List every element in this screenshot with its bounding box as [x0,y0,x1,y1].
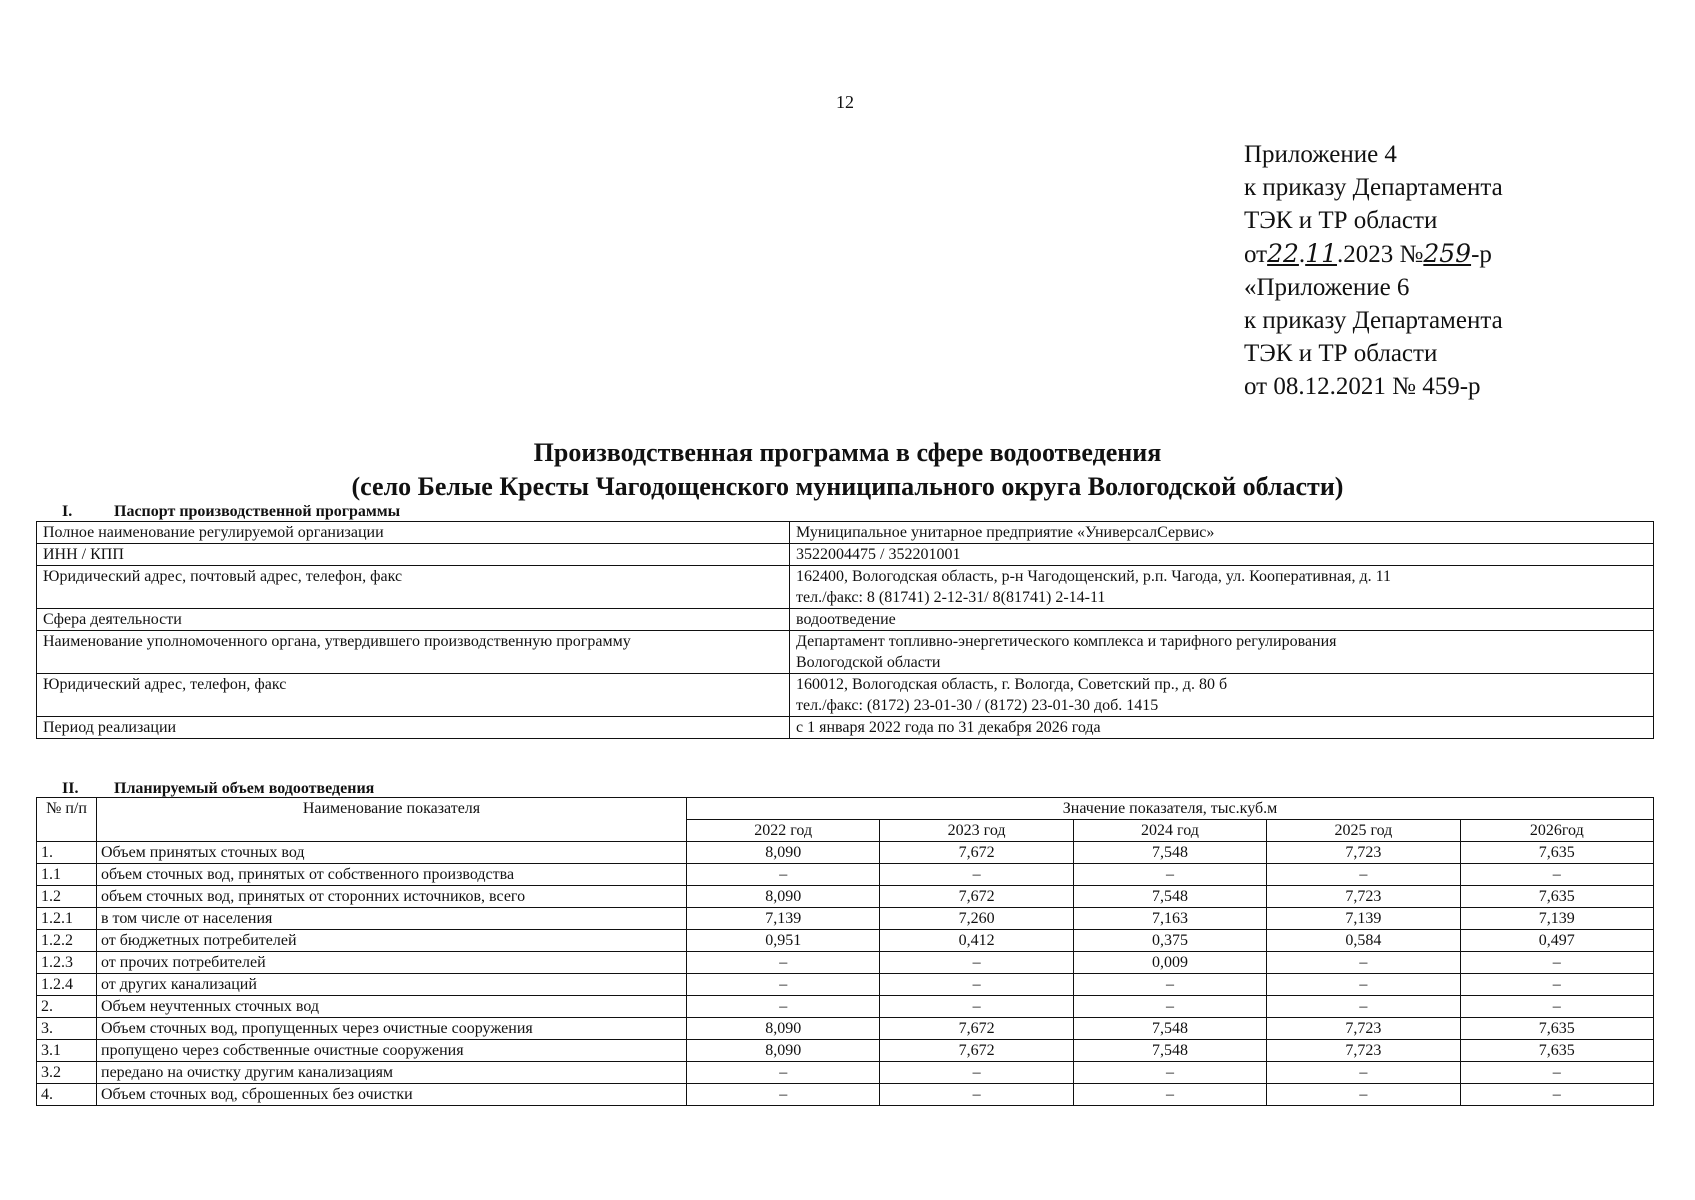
passport-value-line: 160012, Вологодская область, г. Вологда, Советский пр., д. 80 б [796,676,1228,693]
header-name: Наименование показателя [97,798,687,842]
row-name: объем сточных вод, принятых от собственного производства [97,864,687,886]
passport-row [37,544,1654,566]
row-number: 1.2.4 [37,974,97,996]
row-number: 1. [37,842,97,864]
table-row [37,930,1654,952]
row-value: – [880,1062,1073,1084]
passport-value-line: с 1 января 2022 года по 31 декабря 2026 года [796,719,1101,736]
passport-value-line: Муниципальное унитарное предприятие «УниверсалСервис» [796,524,1215,541]
row-value: 7,163 [1073,908,1266,930]
row-name: Объем неучтенных сточных вод [97,996,687,1018]
row-number: 3.2 [37,1062,97,1084]
table-row [37,1084,1654,1106]
row-value: – [1073,1084,1266,1106]
row-value: – [880,974,1073,996]
document-subtitle: (село Белые Кресты Чагодощенского муниципального округа Вологодской области) [351,472,1344,501]
section-number: I. [62,503,73,520]
row-name: передано на очистку другим канализациям [97,1062,687,1084]
row-name: пропущено через собственные очистные сооружения [97,1040,687,1062]
passport-value [790,631,1654,674]
row-value: 8,090 [687,1040,880,1062]
row-number: 2. [37,996,97,1018]
row-value: – [1460,952,1653,974]
row-value: – [880,952,1073,974]
row-value: – [687,996,880,1018]
passport-value-line: Вологодской области [796,654,941,671]
row-value: – [1267,996,1460,1018]
date-suffix: -р [1471,241,1492,268]
row-value: 7,672 [880,842,1073,864]
row-value: – [1073,974,1266,996]
header-year: 2026год [1460,820,1653,842]
row-value: 0,584 [1267,930,1460,952]
header-year: 2022 год [687,820,880,842]
row-value: 7,139 [687,908,880,930]
passport-value-line: тел./факс: 8 (81741) 2-12-31/ 8(81741) 2-14-11 [796,589,1106,606]
header-year: 2025 год [1267,820,1460,842]
date-sep: . [1298,241,1306,268]
row-value: – [687,952,880,974]
row-value: 7,723 [1267,1040,1460,1062]
row-name: от прочих потребителей [97,952,687,974]
table-row [37,1040,1654,1062]
passport-key: ИНН / КПП [37,544,790,566]
appendix-line: ТЭК и ТР области [1244,340,1438,367]
row-value: 7,548 [1073,1040,1266,1062]
row-value: 7,635 [1460,1040,1653,1062]
row-value: – [687,974,880,996]
passport-row [37,522,1654,544]
section-number: II. [62,780,79,797]
row-value: 7,672 [880,1040,1073,1062]
row-value: 0,497 [1460,930,1653,952]
row-value: – [1267,864,1460,886]
row-number: 1.2.1 [37,908,97,930]
appendix-line: ТЭК и ТР области [1244,207,1438,234]
table-row [37,996,1654,1018]
header-year: 2023 год [880,820,1073,842]
table-row [37,952,1654,974]
row-number: 1.2.3 [37,952,97,974]
row-value: – [880,864,1073,886]
section-title: Планируемый объем водоотведения [114,780,375,797]
row-name: от других канализаций [97,974,687,996]
passport-value [790,674,1654,717]
passport-value [790,522,1654,544]
row-number: 4. [37,1084,97,1106]
row-value: – [1460,1062,1653,1084]
row-value: 8,090 [687,1018,880,1040]
appendix-block [1244,138,1503,403]
row-value: – [1267,952,1460,974]
row-value: 7,139 [1460,908,1653,930]
passport-key: Полное наименование регулируемой организации [37,522,790,544]
row-value: – [1073,996,1266,1018]
row-name: в том числе от населения [97,908,687,930]
row-value: – [1267,1062,1460,1084]
passport-value [790,717,1654,739]
row-value: 8,090 [687,886,880,908]
table-row [37,886,1654,908]
passport-value [790,566,1654,609]
row-value: 8,090 [687,842,880,864]
row-value: 0,412 [880,930,1073,952]
passport-row [37,717,1654,739]
row-number: 3.1 [37,1040,97,1062]
row-value: 7,548 [1073,886,1266,908]
table-row [37,1018,1654,1040]
passport-value-line: 162400, Вологодская область, р-н Чагодощенский, р.п. Чагода, ул. Кооперативная, д. 11 [796,568,1392,585]
row-value: 7,723 [1267,886,1460,908]
row-value: 7,635 [1460,886,1653,908]
section-heading-volume [62,780,374,798]
volume-table [36,797,1654,1106]
row-value: 0,009 [1073,952,1266,974]
table-row [37,908,1654,930]
row-number: 1.2.2 [37,930,97,952]
date-year: .2023 № [1336,241,1424,268]
row-value: – [1460,974,1653,996]
row-number: 3. [37,1018,97,1040]
date-prefix: от [1244,241,1268,268]
passport-key: Период реализации [37,717,790,739]
table-row [37,864,1654,886]
row-value: – [880,1084,1073,1106]
row-value: – [687,1062,880,1084]
row-value: – [1073,864,1266,886]
passport-value [790,609,1654,631]
passport-row [37,631,1654,674]
row-value: 7,260 [880,908,1073,930]
table-row [37,842,1654,864]
row-value: 7,723 [1267,842,1460,864]
page-number: 12 [836,92,854,112]
header-year: 2024 год [1073,820,1266,842]
header-num: № п/п [37,798,97,842]
row-value: – [1460,864,1653,886]
row-value: 0,951 [687,930,880,952]
passport-row [37,674,1654,717]
handwritten-day: 22 [1267,239,1299,268]
row-name: объем сточных вод, принятых от сторонних источников, всего [97,886,687,908]
row-value: 7,723 [1267,1018,1460,1040]
row-value: – [1267,1084,1460,1106]
document-title: Производственная программа в сфере водоотведения [533,438,1162,467]
section-heading-passport [62,503,400,521]
passport-value [790,544,1654,566]
row-value: – [687,1084,880,1106]
row-value: 7,635 [1460,1018,1653,1040]
passport-key: Наименование уполномоченного органа, утвердившего производственную программу [37,631,790,674]
passport-row [37,609,1654,631]
row-value: 7,672 [880,886,1073,908]
handwritten-number: 259 [1423,239,1472,268]
row-value: 7,635 [1460,842,1653,864]
row-value: – [1460,1084,1653,1106]
appendix-line: Приложение 4 [1244,141,1397,168]
row-name: Объем сточных вод, сброшенных без очистки [97,1084,687,1106]
passport-value-line: тел./факс: (8172) 23-01-30 / (8172) 23-01-30 доб. 1415 [796,697,1159,714]
header-value-group: Значение показателя, тыс.куб.м [687,798,1654,820]
table-row [37,1062,1654,1084]
row-name: Объем принятых сточных вод [97,842,687,864]
row-value: – [1460,996,1653,1018]
row-value: 0,375 [1073,930,1266,952]
row-value: – [1073,1062,1266,1084]
row-value: 7,548 [1073,1018,1266,1040]
passport-value-line: Департамент топливно-энергетического комплекса и тарифного регулирования [796,633,1337,650]
row-name: Объем сточных вод, пропущенных через очистные сооружения [97,1018,687,1040]
row-value: 7,672 [880,1018,1073,1040]
appendix-line: к приказу Департамента [1244,307,1503,334]
row-name: от бюджетных потребителей [97,930,687,952]
row-number: 1.1 [37,864,97,886]
passport-key: Юридический адрес, почтовый адрес, телефон, факс [37,566,790,609]
row-number: 1.2 [37,886,97,908]
row-value: – [687,864,880,886]
appendix-date-line [1244,237,1503,271]
appendix-line: «Приложение 6 [1244,274,1410,301]
passport-key: Сфера деятельности [37,609,790,631]
passport-value-line: водоотведение [796,611,896,628]
appendix-line: от 08.12.2021 № 459-р [1244,373,1481,400]
section-title: Паспорт производственной программы [114,503,401,520]
passport-table [36,521,1654,739]
row-value: – [880,996,1073,1018]
table-row [37,974,1654,996]
row-value: – [1267,974,1460,996]
appendix-line: к приказу Департамента [1244,174,1503,201]
row-value: 7,548 [1073,842,1266,864]
row-value: 7,139 [1267,908,1460,930]
passport-row [37,566,1654,609]
passport-key: Юридический адрес, телефон, факс [37,674,790,717]
passport-value-line: 3522004475 / 352201001 [796,546,961,563]
handwritten-month: 11 [1305,239,1337,268]
